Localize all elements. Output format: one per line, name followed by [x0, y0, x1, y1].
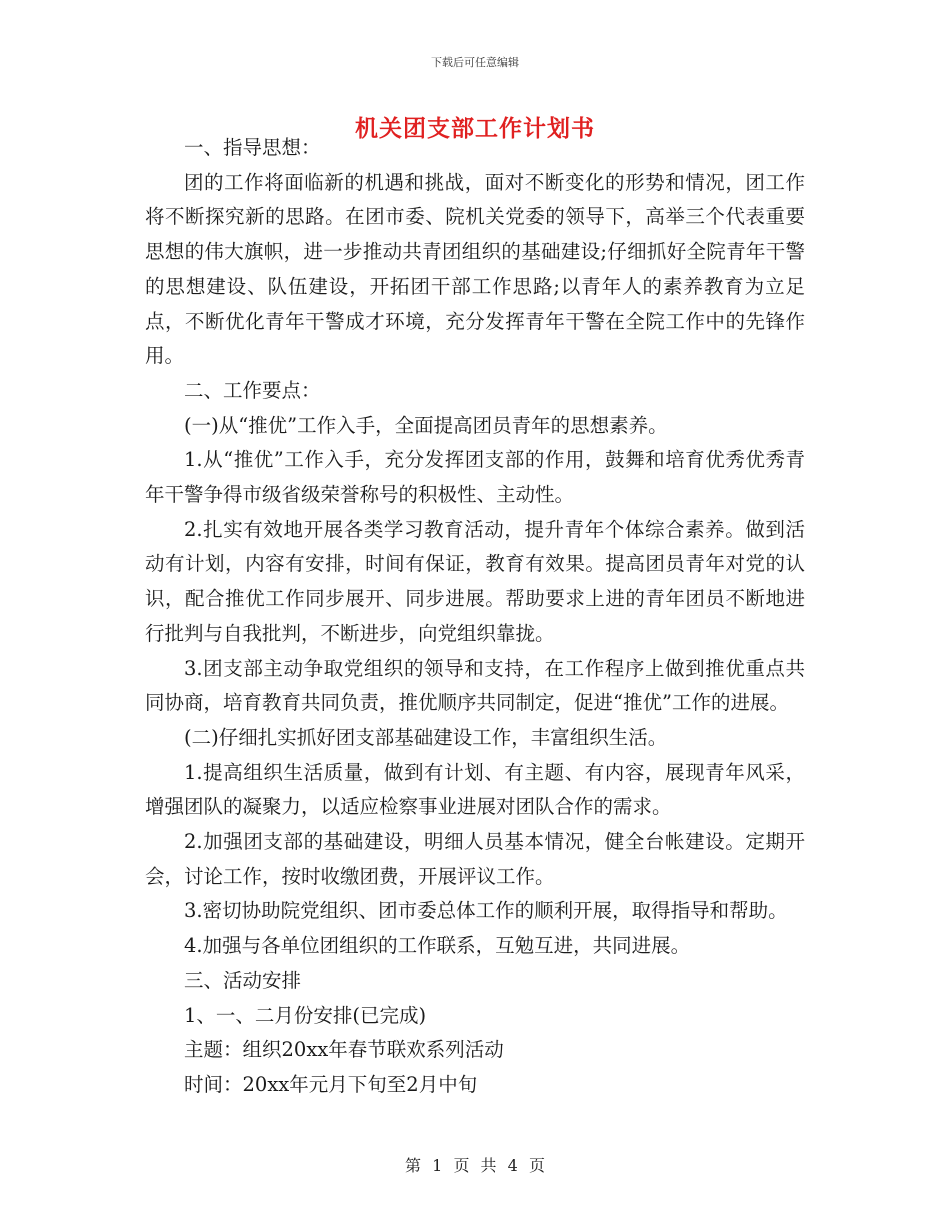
footer-total-pages: 4 — [507, 1156, 518, 1175]
section-heading: 二、工作要点： — [184, 378, 321, 402]
document-body — [145, 131, 805, 1103]
list-item: 2.扎实有效地开展各类学习教育活动，提升青年个体综合素养。做到活动有计划，内容有安排，时间有保证，教育有效果。提高团员青年对党的认识，配合推优工作同步展开、同步进展。帮助要求上进的青年团员不断地进行批判与自我批判，不断进步，向党组织靠拢。 — [145, 517, 805, 645]
subsection-heading: (一)从“推优”工作入手，全面提高团员青年的思想素养。 — [184, 413, 668, 437]
footer-label-unit: 页 — [453, 1156, 470, 1175]
footer-label-unit2: 页 — [528, 1156, 545, 1175]
list-item: 3.密切协助院党组织、团市委总体工作的顺利开展，取得指导和帮助。 — [184, 899, 788, 923]
section-heading: 一、指导思想： — [184, 136, 321, 159]
list-item: 4.加强与各单位团组织的工作联系，互勉互进，共同进展。 — [184, 934, 691, 958]
activity-topic: 主题：组织20xx年春节联欢系列活动 — [184, 1038, 504, 1062]
subsection-heading: (二)仔细扎实抓好团支部基础建设工作，丰富组织生活。 — [184, 725, 668, 749]
list-item: 1.从“推优”工作入手，充分发挥团支部的作用，鼓舞和培育优秀优秀青年干警争得市级省级荣誉称号的积极性、主动性。 — [145, 448, 805, 507]
section-heading: 三、活动安排 — [184, 968, 302, 992]
footer-current-page: 1 — [432, 1156, 443, 1175]
page-footer — [0, 1153, 950, 1176]
footer-label-page: 第 — [405, 1156, 422, 1175]
list-item: 3.团支部主动争取党组织的领导和支持，在工作程序上做到推优重点共同协商，培育教育共同负责，推优顺序共同制定，促进“推优”工作的进展。 — [145, 656, 805, 715]
list-item: 2.加强团支部的基础建设，明细人员基本情况，健全台帐建设。定期开会，讨论工作，按时收缴团费，开展评议工作。 — [145, 830, 805, 888]
page-header: 下载后可任意编辑 — [431, 56, 519, 69]
body-paragraph: 团的工作将面临新的机遇和挑战，面对不断变化的形势和情况，团工作将不断探究新的思路。在团市委、院机关党委的领导下，高举三个代表重要思想的伟大旗帜，进一步推动共青团组织的基础建设;仔细抓好全院青年干警的思想建设、队伍建设，开拓团干部工作思路;以青年人的素养教育为立足点，不断优化青年干警成才环境，充分发挥青年干警在全院工作中的先锋作用。 — [145, 170, 805, 368]
activity-time: 时间：20xx年元月下旬至2月中旬 — [184, 1072, 478, 1096]
document-title: 机关团支部工作计划书 — [355, 115, 595, 142]
list-item: 1.提高组织生活质量，做到有计划、有主题、有内容，展现青年风采，增强团队的凝聚力，以适应检察事业进展对团队合作的需求。 — [145, 760, 805, 819]
list-item: 1、一、二月份安排(已完成) — [184, 1003, 427, 1027]
footer-label-total: 共 — [480, 1156, 497, 1175]
